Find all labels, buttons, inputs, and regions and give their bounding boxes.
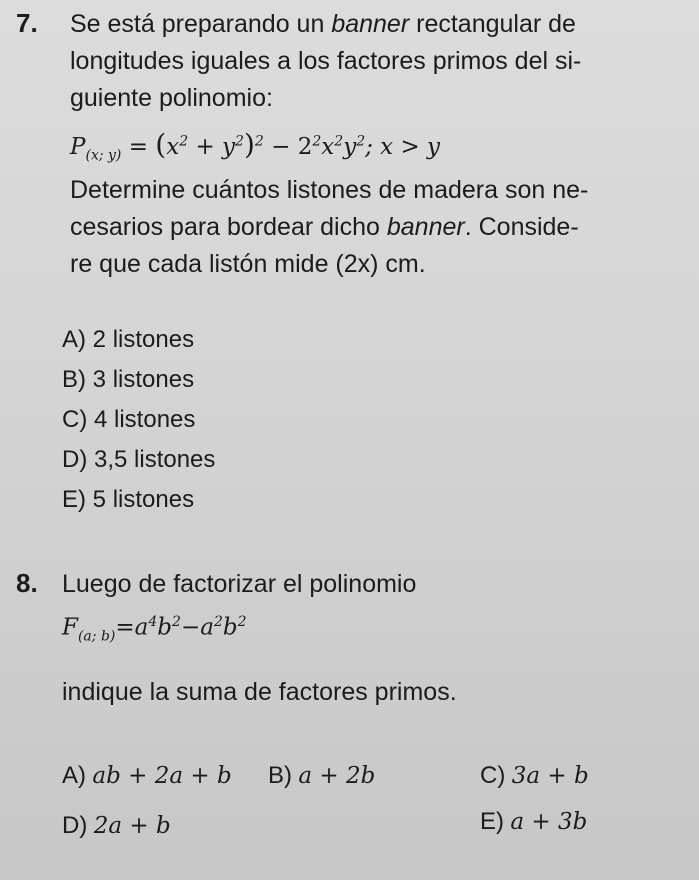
- option-text: ab + 2a + b: [92, 763, 232, 789]
- q7-line5: [70, 209, 690, 246]
- var-a: a: [200, 614, 214, 641]
- q7-option-a[interactable]: [62, 326, 194, 354]
- poly-name: P: [70, 134, 86, 160]
- option-letter: B): [62, 366, 86, 393]
- exp: 2: [356, 133, 366, 150]
- var-x: x: [166, 134, 180, 160]
- q7-line3: guiente polinomio:: [70, 84, 273, 112]
- option-letter: E): [480, 808, 504, 835]
- q8-formula: [62, 614, 247, 644]
- q8-option-b[interactable]: [268, 762, 375, 790]
- exp: 2: [312, 133, 322, 150]
- option-letter: D): [62, 812, 88, 839]
- q8-line1: Luego de factorizar el polinomio: [62, 570, 417, 598]
- q7-number: 7.: [16, 8, 38, 38]
- q7-text-2: [70, 172, 690, 283]
- q7-banner-word-2: banner: [386, 213, 465, 241]
- q7-line6: re que cada listón mide (2x) cm.: [70, 250, 426, 278]
- option-text: a + 2b: [298, 763, 376, 789]
- minus-sign: −: [263, 134, 298, 160]
- option-text: 2 listones: [92, 326, 195, 353]
- q7-line5-end: . Conside-: [464, 213, 579, 241]
- q7-option-b[interactable]: [62, 366, 194, 394]
- exp: 2: [237, 614, 247, 630]
- var-y: y: [343, 134, 357, 160]
- eq-sign: =: [121, 134, 156, 160]
- q7-line1: [70, 6, 680, 43]
- q7-option-c[interactable]: [62, 406, 195, 434]
- option-letter: C): [480, 762, 506, 789]
- exp: 2: [254, 133, 264, 150]
- q7-line2: longitudes iguales a los factores primos del si-: [70, 47, 582, 75]
- option-text: 3 listones: [92, 366, 195, 393]
- q7-option-d[interactable]: [62, 446, 215, 474]
- poly-sub: (x; y): [85, 147, 122, 164]
- option-text: 3,5 listones: [94, 446, 216, 473]
- option-letter: C): [62, 406, 88, 433]
- q8-number: 8.: [16, 568, 38, 598]
- q7-option-e[interactable]: [62, 486, 194, 514]
- minus-sign: −: [180, 614, 201, 641]
- option-text: 4 listones: [94, 406, 196, 433]
- q7-line4: Determine cuántos listones de madera son ne-: [70, 176, 589, 204]
- q8-option-d[interactable]: [62, 812, 171, 840]
- q8-option-e[interactable]: [480, 808, 587, 836]
- option-text: 3a + b: [511, 763, 589, 789]
- var-a: a: [134, 614, 149, 641]
- condition: ; x > y: [365, 134, 441, 160]
- option-letter: A): [62, 762, 86, 789]
- q7-line1-start: Se está preparando un: [70, 10, 332, 38]
- option-text: a + 3b: [510, 809, 588, 835]
- eq-sign: =: [115, 614, 135, 641]
- option-text: 2a + b: [93, 813, 171, 839]
- exp: 2: [179, 133, 189, 150]
- exp: 4: [148, 614, 158, 630]
- option-letter: A): [62, 326, 86, 353]
- const: 2: [297, 134, 313, 160]
- q7-line5-start: cesarios para bordear dicho: [70, 213, 387, 241]
- q8-option-a[interactable]: [62, 762, 232, 790]
- poly-sub: (a; b): [77, 628, 116, 645]
- rparen: ): [243, 128, 255, 161]
- var-y: y: [222, 134, 236, 160]
- poly-name: F: [62, 614, 78, 641]
- var-b: b: [157, 614, 173, 641]
- lparen: (: [155, 128, 167, 161]
- option-letter: E): [62, 486, 86, 513]
- q7-text: [70, 6, 680, 117]
- option-letter: D): [62, 446, 88, 473]
- var-b: b: [222, 614, 238, 641]
- q7-banner-word: banner: [331, 10, 410, 38]
- q7-formula: [70, 128, 440, 164]
- exp: 2: [334, 133, 344, 150]
- plus-sign: +: [188, 134, 223, 160]
- q8-line2: indique la suma de factores primos.: [62, 678, 457, 706]
- q7-line1-end: rectangular de: [409, 10, 576, 38]
- exp: 2: [235, 133, 244, 150]
- q8-option-c[interactable]: [480, 762, 589, 790]
- option-letter: B): [268, 762, 292, 789]
- exp: 2: [213, 614, 223, 630]
- var-x: x: [321, 134, 335, 160]
- option-text: 5 listones: [92, 486, 195, 513]
- exp: 2: [172, 614, 181, 630]
